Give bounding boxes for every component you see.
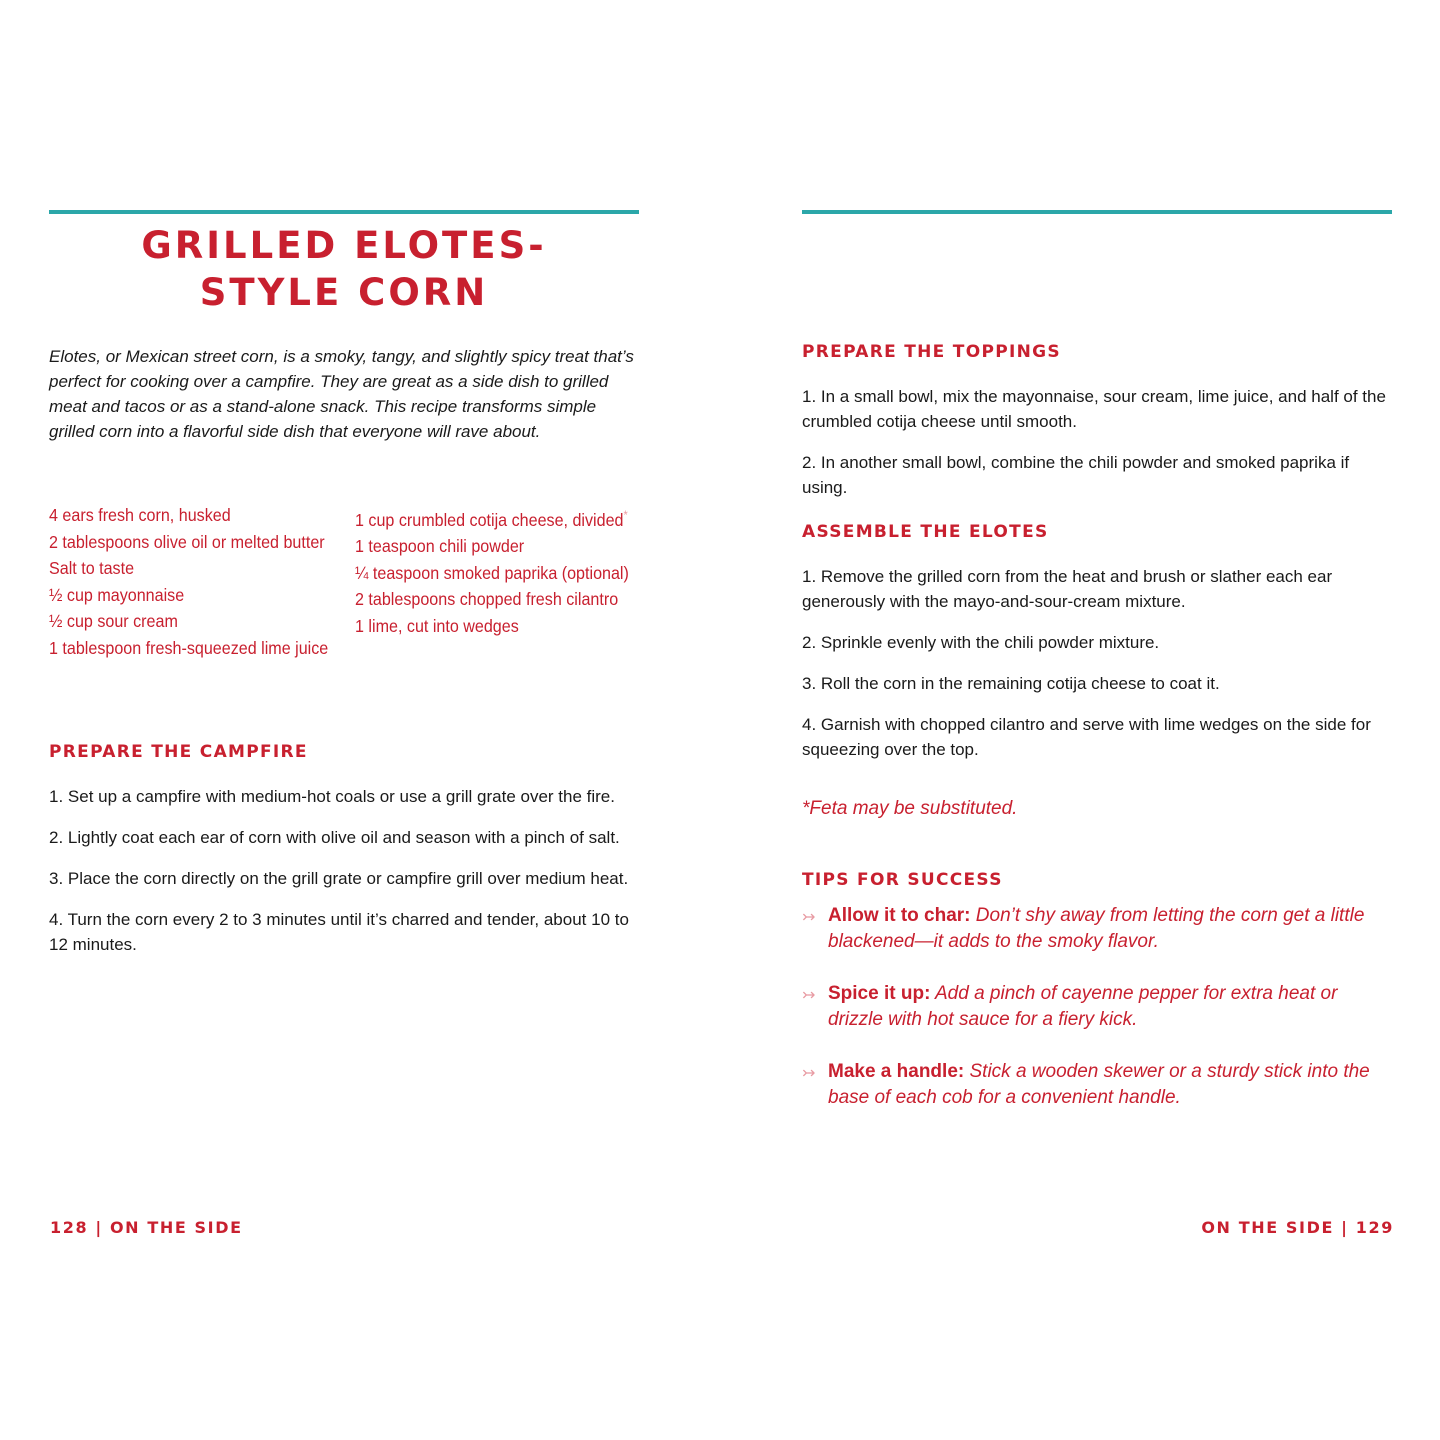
recipe-title-line: GRILLED ELOTES- (141, 224, 547, 267)
recipe-title-line: STYLE CORN (199, 271, 489, 314)
left-page (49, 0, 639, 1440)
ingredients-list (49, 502, 649, 661)
section-heading-assemble: ASSEMBLE THE ELOTES (802, 522, 1049, 542)
page-folio: ON THE SIDE | 129 (1201, 1218, 1394, 1237)
footnote: *Feta may be substituted. (802, 798, 1018, 819)
ingredients-column-1 (49, 502, 353, 661)
assemble-steps (802, 564, 1392, 778)
section-heading-toppings: PREPARE THE TOPPINGS (802, 342, 1061, 362)
step-item: 1. In a small bowl, mix the mayonnaise, sour cream, lime juice, and half of the crumbled cotija cheese until smooth. (802, 387, 1386, 431)
step-item: 4. Turn the corn every 2 to 3 minutes until it’s charred and tender, about 10 to 12 minutes. (49, 910, 629, 954)
right-page (802, 0, 1392, 1440)
ingredient-item (355, 502, 649, 533)
ingredients-column-2 (355, 502, 649, 639)
step-item: 2. Lightly coat each ear of corn with olive oil and season with a pinch of salt. (49, 828, 620, 847)
step-item: 3. Place the corn directly on the grill grate or campfire grill over medium heat. (49, 869, 629, 888)
ingredient-item: 2 tablespoons chopped fresh cilantro (355, 589, 619, 610)
section-heading-tips: TIPS FOR SUCCESS (802, 870, 1003, 890)
tips-list (802, 903, 1392, 1137)
step-item: 2. In another small bowl, combine the chili powder and smoked paprika if using. (802, 453, 1350, 497)
ingredient-item: 1 teaspoon chili powder (355, 536, 525, 557)
ingredient-item: 1 lime, cut into wedges (355, 615, 519, 636)
tip-item (802, 903, 1392, 955)
tip-item (802, 1059, 1392, 1111)
ingredient-text: 1 cup crumbled cotija cheese, divided (355, 509, 624, 530)
step-item: 1. Remove the grilled corn from the heat and brush or slather each ear generously with the mayo-and-sour-cream mixture. (802, 567, 1333, 611)
page-folio: 128 | ON THE SIDE (50, 1218, 243, 1237)
tip-text: Add a pinch of cayenne pepper for extra heat or drizzle with hot sauce for a fiery kick. (828, 983, 1338, 1030)
ingredient-item: 1 tablespoon fresh-squeezed lime juice (49, 637, 329, 658)
recipe-title (49, 222, 639, 316)
section-heading-campfire: PREPARE THE CAMPFIRE (49, 742, 308, 762)
ingredient-item: ½ cup sour cream (49, 611, 178, 631)
top-rule (49, 210, 639, 214)
campfire-steps (49, 784, 639, 973)
step-item: 2. Sprinkle evenly with the chili powder mixture. (802, 633, 1160, 652)
top-rule (802, 210, 1392, 214)
double-arrow-icon: ↣ (802, 1065, 816, 1082)
recipe-intro: Elotes, or Mexican street corn, is a smoky, tangy, and slightly spicy treat that’s perfect for cooking over a campfire. They are great as a side dish to grilled meat and tacos or as a stand-alone snack. This recipe transforms simple grilled corn into a flavorful side dish that everyone will rave about. (49, 347, 634, 441)
toppings-steps (802, 384, 1392, 516)
tip-label: Spice it up: (828, 983, 931, 1004)
footnote-marker: * (623, 508, 628, 522)
tip-text: Stick a wooden skewer or a sturdy stick into the base of each cob for a convenient handle. (828, 1061, 1370, 1108)
tip-label: Make a handle: (828, 1061, 965, 1082)
ingredient-item: 4 ears fresh corn, husked (49, 505, 231, 525)
tip-text: Don’t shy away from letting the corn get a little blackened—it adds to the smoky flavor. (828, 905, 1365, 952)
step-item: 1. Set up a campfire with medium-hot coals or use a grill grate over the fire. (49, 787, 615, 806)
step-item: 4. Garnish with chopped cilantro and serve with lime wedges on the side for squeezing over the top. (802, 715, 1371, 759)
tip-item (802, 981, 1392, 1033)
double-arrow-icon: ↣ (802, 987, 816, 1004)
ingredient-item: ¼ teaspoon smoked paprika (optional) (355, 562, 629, 583)
step-item: 3. Roll the corn in the remaining cotija cheese to coat it. (802, 674, 1220, 693)
ingredient-item: ½ cup mayonnaise (49, 584, 185, 605)
ingredient-item: 2 tablespoons olive oil or melted butter (49, 531, 325, 552)
tip-label: Allow it to char: (828, 905, 971, 926)
double-arrow-icon: ↣ (802, 909, 816, 926)
ingredient-item: Salt to taste (49, 558, 135, 578)
